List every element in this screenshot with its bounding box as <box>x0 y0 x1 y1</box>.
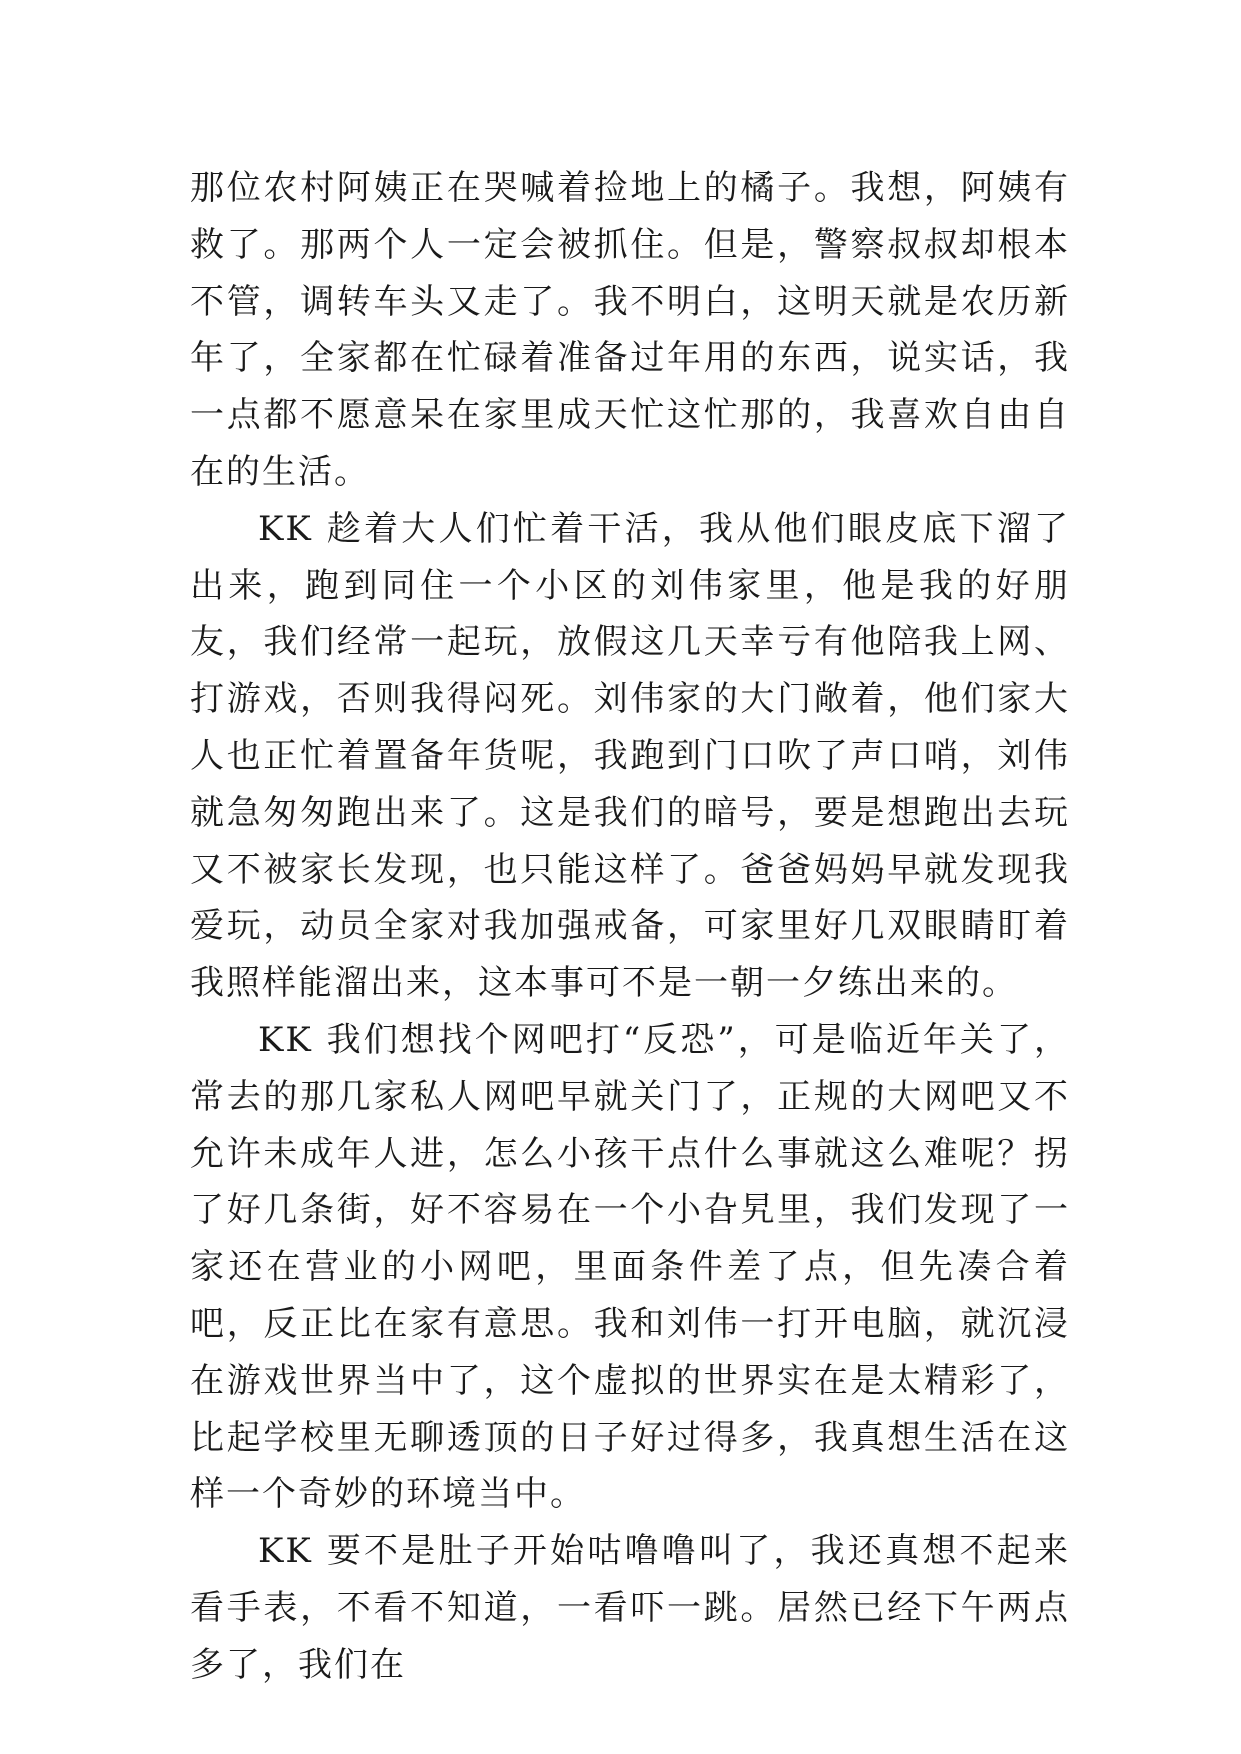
document-body <box>190 160 1070 1694</box>
paragraph-4: KK 要不是肚子开始咕噜噜叫了，我还真想不起来看手表，不看不知道，一看吓一跳。居然已经下午两点多了，我们在 <box>190 1531 1070 1685</box>
paragraph-3: KK 我们想找个网吧打“反恐”，可是临近年关了，常去的那几家私人网吧早就关门了，正规的大网吧又不允许未成年人进，怎么小孩干点什么事就这么难呢？拐了好几条街，好不容易在一个小旮旯里，我们发现了一家还在营业的小网吧，里面条件差了点，但先凑合着吧，反正比在家有意思。我和刘伟一打开电脑，就沉浸在游戏世界当中了，这个虚拟的世界实在是太精彩了，比起学校里无聊透顶的日子好过得多，我真想生活在这样一个奇妙的环境当中。 <box>190 1019 1070 1515</box>
paragraph-2: KK 趁着大人们忙着干活，我从他们眼皮底下溜了出来，跑到同住一个小区的刘伟家里，他是我的好朋友，我们经常一起玩，放假这几天幸亏有他陪我上网、打游戏，否则我得闷死。刘伟家的大门敞着，他们家大人也正忙着置备年货呢，我跑到门口吹了声口哨，刘伟就急匆匆跑出来了。这是我们的暗号，要是想跑出去玩又不被家长发现，也只能这样了。爸爸妈妈早就发现我爱玩，动员全家对我加强戒备，可家里好几双眼睛盯着我照样能溜出来，这本事可不是一朝一夕练出来的。 <box>190 508 1070 1004</box>
paragraph-1: 那位农村阿姨正在哭喊着捡地上的橘子。我想，阿姨有救了。那两个人一定会被抓住。但是，警察叔叔却根本不管，调转车头又走了。我不明白，这明天就是农历新年了，全家都在忙碌着准备过年用的东西，说实话，我一点都不愿意呆在家里成天忙这忙那的，我喜欢自由自在的生活。 <box>190 168 1070 492</box>
